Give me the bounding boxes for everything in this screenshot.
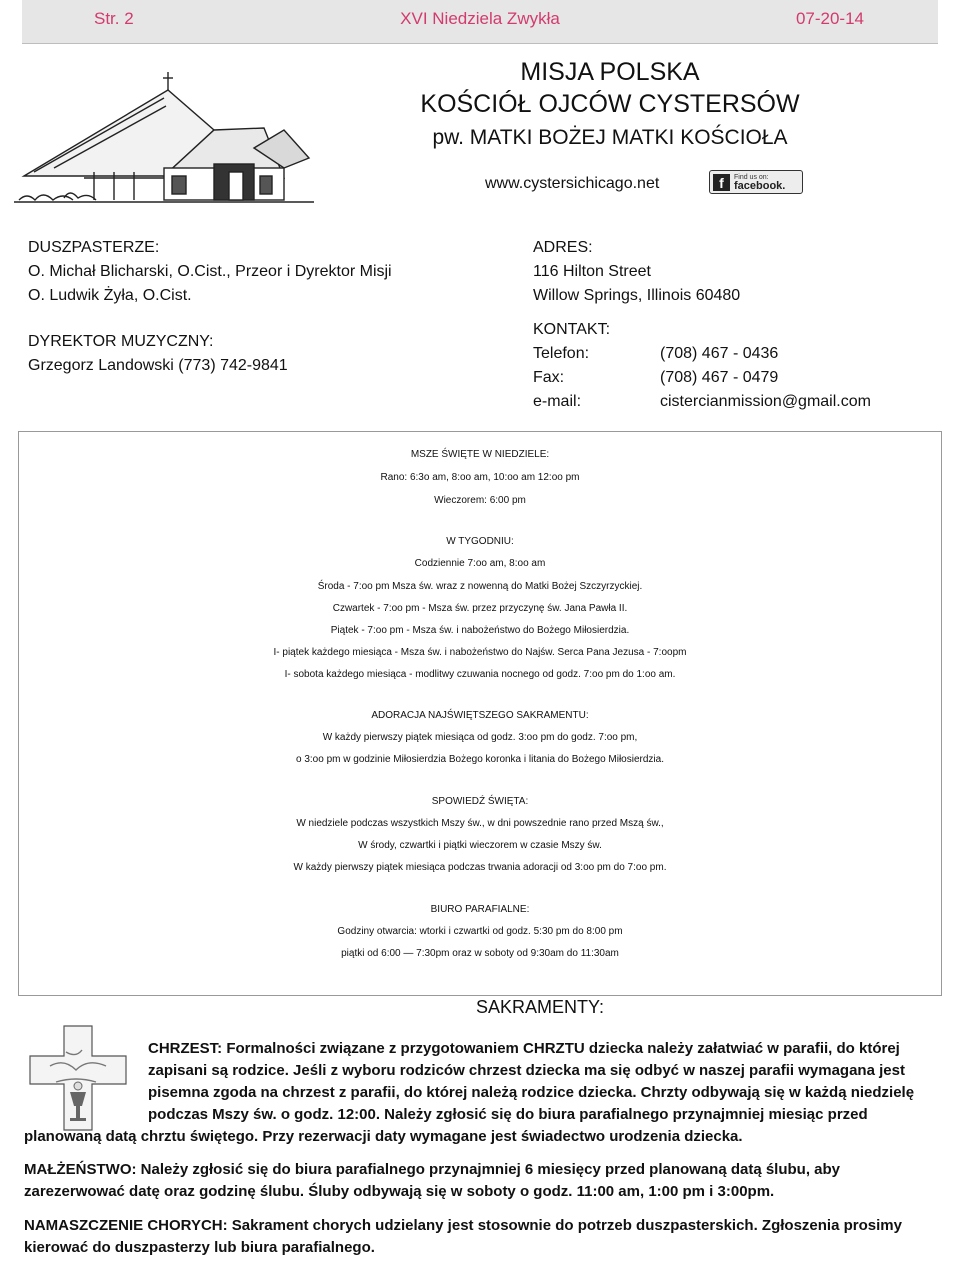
church-dedication: pw. MATKI BOŻEJ MATKI KOŚCIOŁA bbox=[432, 126, 788, 149]
facebook-text: facebook. bbox=[734, 180, 786, 192]
sacraments-title: SAKRAMENTY: bbox=[475, 997, 605, 1017]
email-label: e-mail: bbox=[533, 393, 582, 410]
fax-number: (708) 467 - 0479 bbox=[660, 369, 779, 386]
liturgical-week: XVI Niedziela Zwykła bbox=[400, 9, 560, 28]
confession-line-2: W środy, czwartki i piątki wieczorem w czasie Mszy św. bbox=[358, 840, 602, 851]
office-title: BIURO PARAFIALNE: bbox=[430, 904, 530, 915]
city-address: Willow Springs, Illinois 60480 bbox=[533, 287, 741, 304]
first-saturday: I- sobota każdego miesiąca - modlitwy czuwania nocnego od godz. 7:oo pm do 1:oo am. bbox=[284, 669, 676, 680]
facebook-badge[interactable] bbox=[709, 170, 803, 194]
sunday-evening-times: Wieczorem: 6:00 pm bbox=[434, 495, 526, 506]
page-number: Str. 2 bbox=[94, 9, 134, 28]
mission-title: MISJA POLSKA bbox=[520, 58, 700, 86]
baptism-line-5: planowaną datą chrztu świętego. Przy rezerwacji daty wymagane jest świadectwo urodzenia dziecka. bbox=[24, 1128, 743, 1145]
marriage-line-1: MAŁŻEŃSTWO: Należy zgłosić się do biura parafialnego przynajmniej 6 miesięcy przed planowaną datą ślubu, aby bbox=[24, 1161, 841, 1178]
facebook-small-text: Find us on: bbox=[734, 174, 769, 181]
first-friday: I- piątek każdego miesiąca - Msza św. i nabożeństwo do Najśw. Serca Pana Jezusa - 7:oopm bbox=[273, 647, 687, 658]
anointing-line-1: NAMASZCZENIE CHORYCH: Sakrament chorych udzielany jest stosownie do potrzeb duszpasterskich. Zgłoszenia prosimy bbox=[24, 1217, 902, 1234]
street-address: 116 Hilton Street bbox=[533, 263, 651, 280]
phone-label: Telefon: bbox=[533, 345, 590, 362]
phone-number: (708) 467 - 0436 bbox=[660, 345, 779, 362]
wednesday-mass: Środa - 7:oo pm Msza św. wraz z nowenną do Matki Bożej Szczyrzyckiej. bbox=[317, 581, 643, 592]
facebook-icon: f bbox=[713, 174, 730, 191]
thursday-mass: Czwartek - 7:oo pm - Msza św. przez przyczynę św. Jana Pawła II. bbox=[332, 603, 628, 614]
issue-date: 07-20-14 bbox=[795, 9, 864, 28]
office-hours-2: piątki od 6:00 — 7:30pm oraz w soboty od 9:30am do 11:30am bbox=[341, 948, 619, 959]
baptism-cross-icon bbox=[26, 1022, 130, 1134]
pastors-label: DUSZPASTERZE: bbox=[28, 239, 160, 256]
adoration-line-1: W każdy pierwszy piątek miesiąca od godz. 3:oo pm do godz. 7:oo pm, bbox=[322, 732, 638, 743]
adoration-title: ADORACJA NAJŚWIĘTSZEGO SAKRAMENTU: bbox=[371, 710, 589, 721]
friday-mass: Piątek - 7:oo pm - Msza św. i nabożeństwo do Bożego Miłosierdzia. bbox=[330, 625, 630, 636]
pastor-1: O. Michał Blicharski, O.Cist., Przeor i Dyrektor Misji bbox=[28, 263, 392, 280]
email-address[interactable]: cistercianmission@gmail.com bbox=[660, 393, 871, 410]
sunday-mass-title: MSZE ŚWIĘTE W NIEDZIELE: bbox=[410, 449, 550, 460]
baptism-line-3: pisemna zgoda na chrzest z parafii, do której należą rodzice dziecka. Chrzty odbywają się w każdą niedzielę bbox=[148, 1084, 915, 1101]
contact-label: KONTAKT: bbox=[533, 321, 611, 338]
weekday-title: W TYGODNIU: bbox=[446, 536, 514, 547]
baptism-line-1: CHRZEST: Formalności związane z przygotowaniem CHRZTU dziecka należy załatwiać w parafii, do której bbox=[148, 1040, 900, 1057]
daily-mass: Codziennie 7:oo am, 8:oo am bbox=[414, 558, 546, 569]
address-label: ADRES: bbox=[533, 239, 593, 256]
office-hours-1: Godziny otwarcia: wtorki i czwartki od godz. 5:30 pm do 8:00 pm bbox=[337, 926, 623, 937]
confession-line-3: W każdy pierwszy piątek miesiąca podczas trwania adoracji od 3:oo pm do 7:oo pm. bbox=[293, 862, 667, 873]
marriage-line-2: zarezerwować datę oraz godzinę ślubu. Śluby odbywają się w soboty o godz. 11:00 am, 1:00 pm i 3:00pm. bbox=[24, 1183, 775, 1200]
adoration-line-2: o 3:oo pm w godzinie Miłosierdzia Bożego koronka i litania do Bożego Miłosierdzia. bbox=[296, 754, 664, 765]
baptism-line-4: podczas Mszy św. o godz. 12:00. Należy zgłosić się do biura parafialnego przynajmniej miesiąc przed bbox=[148, 1106, 868, 1123]
baptism-line-2: zapisani są rodzice. Jeśli z wyboru rodziców chrzest dziecka ma się odbyć w naszej parafii wymagana jest bbox=[148, 1062, 905, 1079]
music-director-label: DYREKTOR MUZYCZNY: bbox=[28, 333, 214, 350]
fax-label: Fax: bbox=[533, 369, 565, 386]
church-name: KOŚCIÓŁ OJCÓW CYSTERSÓW bbox=[420, 90, 800, 118]
church-illustration bbox=[14, 68, 314, 208]
confession-line-1: W niedziele podczas wszystkich Mszy św., w dni powszednie rano przed Mszą św., bbox=[296, 818, 664, 829]
music-director: Grzegorz Landowski (773) 742-9841 bbox=[28, 357, 288, 374]
confession-title: SPOWIEDŹ ŚWIĘTA: bbox=[431, 796, 529, 807]
pastor-2: O. Ludwik Żyła, O.Cist. bbox=[28, 287, 192, 304]
anointing-line-2: kierować do duszpasterzy lub biura parafialnego. bbox=[24, 1239, 375, 1256]
schedule-box bbox=[18, 431, 942, 996]
sunday-morning-times: Rano: 6:3o am, 8:oo am, 10:oo am 12:oo pm bbox=[380, 472, 580, 483]
page-header bbox=[22, 0, 938, 44]
website-link[interactable]: www.cystersichicago.net bbox=[485, 175, 660, 192]
